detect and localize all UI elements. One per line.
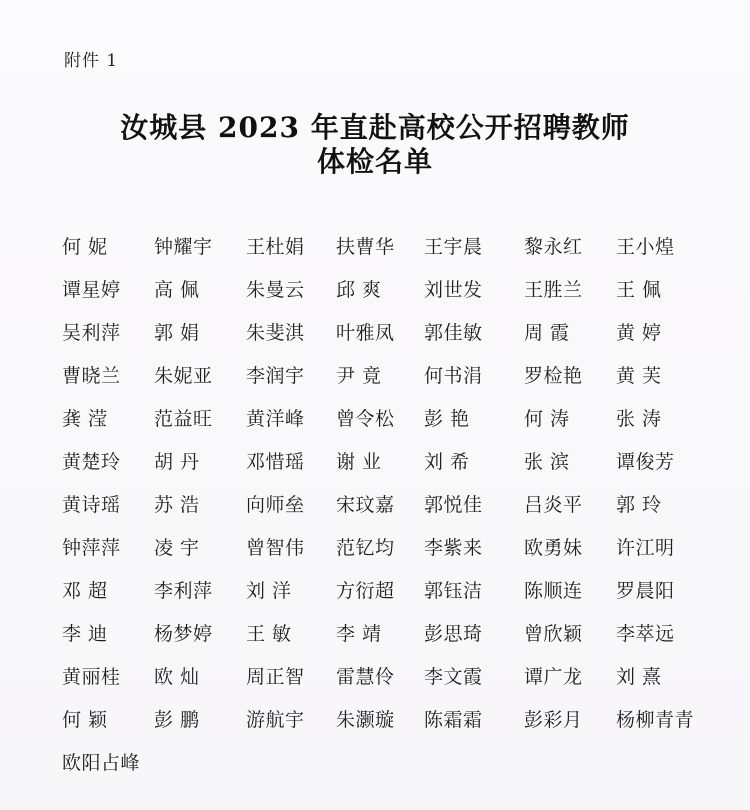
- candidate-name: 周正智: [246, 666, 305, 688]
- candidate-name: 黄丽桂: [62, 666, 121, 688]
- candidate-name: 邱 爽: [336, 279, 382, 301]
- attachment-label: 附件 1: [64, 51, 119, 71]
- candidate-name: 高 佩: [154, 279, 200, 301]
- candidate-name: 罗检艳: [524, 365, 583, 387]
- candidate-name: 陈顺连: [524, 580, 583, 602]
- candidate-name: 彭思琦: [424, 623, 483, 645]
- candidate-name: 叶雅凤: [336, 322, 395, 344]
- candidate-name: 曾智伟: [246, 537, 305, 559]
- name-row: [62, 267, 702, 310]
- candidate-name: 李萃远: [616, 623, 675, 645]
- candidate-name: 谭星婷: [62, 279, 121, 301]
- candidate-name: 谢 业: [336, 451, 382, 473]
- candidate-name: 雷慧伶: [336, 666, 395, 688]
- candidate-name: 彭 艳: [424, 408, 470, 430]
- name-row: [62, 654, 702, 697]
- candidate-name: 黄 婷: [616, 322, 662, 344]
- candidate-name: 李紫来: [424, 537, 483, 559]
- candidate-name: 杨梦婷: [154, 623, 213, 645]
- candidate-name: 王宇晨: [424, 236, 483, 258]
- candidate-name: 郭 玲: [616, 494, 662, 516]
- name-roster: [62, 224, 702, 783]
- candidate-name: 黄洋峰: [246, 408, 305, 430]
- candidate-name: 李利萍: [154, 580, 213, 602]
- candidate-name: 何 涛: [524, 408, 570, 430]
- candidate-name: 李 迪: [62, 623, 108, 645]
- candidate-name: 何 颖: [62, 709, 108, 731]
- candidate-name: 王 敏: [246, 623, 292, 645]
- candidate-name: 宋玟嘉: [336, 494, 395, 516]
- candidate-name: 朱曼云: [246, 279, 305, 301]
- document-title: 汝城县 2023 年直赴高校公开招聘教师: [120, 111, 630, 144]
- document-subtitle: 体检名单: [316, 145, 433, 178]
- name-row: [62, 611, 702, 654]
- candidate-name: 彭彩月: [524, 709, 583, 731]
- candidate-name: 张 滨: [524, 451, 570, 473]
- candidate-name: 李 靖: [336, 623, 382, 645]
- candidate-name: 郭悦佳: [424, 494, 483, 516]
- candidate-name: 王杜娟: [246, 236, 305, 258]
- candidate-name: 李润宇: [246, 365, 305, 387]
- candidate-name: 刘 熹: [616, 666, 662, 688]
- candidate-name: 曾令松: [336, 408, 395, 430]
- candidate-name: 王 佩: [616, 279, 662, 301]
- candidate-name: 王小煌: [616, 236, 675, 258]
- candidate-name: 黄楚玲: [62, 451, 121, 473]
- candidate-name: 罗晨阳: [616, 580, 675, 602]
- candidate-name: 游航宇: [246, 709, 305, 731]
- candidate-name: 何 妮: [62, 236, 108, 258]
- candidate-name: 许江明: [616, 537, 675, 559]
- candidate-name: 刘 洋: [246, 580, 292, 602]
- name-row: [62, 310, 702, 353]
- candidate-name: 曾欣颖: [524, 623, 583, 645]
- candidate-name: 尹 竟: [336, 365, 382, 387]
- candidate-name: 凌 宇: [154, 537, 200, 559]
- name-row: [62, 568, 702, 611]
- candidate-name: 黄诗瑶: [62, 494, 121, 516]
- name-row: [62, 482, 702, 525]
- candidate-name: 欧阳占峰: [62, 752, 141, 774]
- candidate-name: 吴利萍: [62, 322, 121, 344]
- candidate-name: 龚 滢: [62, 408, 108, 430]
- candidate-name: 苏 浩: [154, 494, 200, 516]
- candidate-name: 扶曹华: [336, 236, 395, 258]
- candidate-name: 郭 娟: [154, 322, 200, 344]
- name-row: [62, 353, 702, 396]
- candidate-name: 朱妮亚: [154, 365, 213, 387]
- candidate-name: 李文霞: [424, 666, 483, 688]
- name-row: [62, 224, 702, 267]
- candidate-name: 黎永红: [524, 236, 583, 258]
- name-row: [62, 697, 702, 740]
- candidate-name: 朱斐淇: [246, 322, 305, 344]
- candidate-name: 张 涛: [616, 408, 662, 430]
- candidate-name: 谭俊芳: [616, 451, 675, 473]
- candidate-name: 曹晓兰: [62, 365, 121, 387]
- candidate-name: 谭广龙: [524, 666, 583, 688]
- candidate-name: 邓惜瑶: [246, 451, 305, 473]
- candidate-name: 何书涓: [424, 365, 483, 387]
- candidate-name: 向师垒: [246, 494, 305, 516]
- name-row: [62, 439, 702, 482]
- candidate-name: 陈霜霜: [424, 709, 483, 731]
- candidate-name: 范益旺: [154, 408, 213, 430]
- candidate-name: 邓 超: [62, 580, 108, 602]
- candidate-name: 吕炎平: [524, 494, 583, 516]
- name-row: [62, 740, 702, 783]
- name-row: [62, 396, 702, 439]
- candidate-name: 王胜兰: [524, 279, 583, 301]
- candidate-name: 欧 灿: [154, 666, 200, 688]
- candidate-name: 郭佳敏: [424, 322, 483, 344]
- candidate-name: 胡 丹: [154, 451, 200, 473]
- name-row: [62, 525, 702, 568]
- candidate-name: 欧勇妹: [524, 537, 583, 559]
- candidate-name: 钟萍萍: [62, 537, 121, 559]
- candidate-name: 杨柳青青: [616, 709, 695, 731]
- candidate-name: 范钇均: [336, 537, 395, 559]
- candidate-name: 彭 鹏: [154, 709, 200, 731]
- candidate-name: 钟耀宇: [154, 236, 213, 258]
- candidate-name: 刘 希: [424, 451, 470, 473]
- candidate-name: 黄 芙: [616, 365, 662, 387]
- candidate-name: 方衍超: [336, 580, 395, 602]
- candidate-name: 朱灏璇: [336, 709, 395, 731]
- candidate-name: 周 霞: [524, 322, 570, 344]
- candidate-name: 刘世发: [424, 279, 483, 301]
- candidate-name: 郭钰洁: [424, 580, 483, 602]
